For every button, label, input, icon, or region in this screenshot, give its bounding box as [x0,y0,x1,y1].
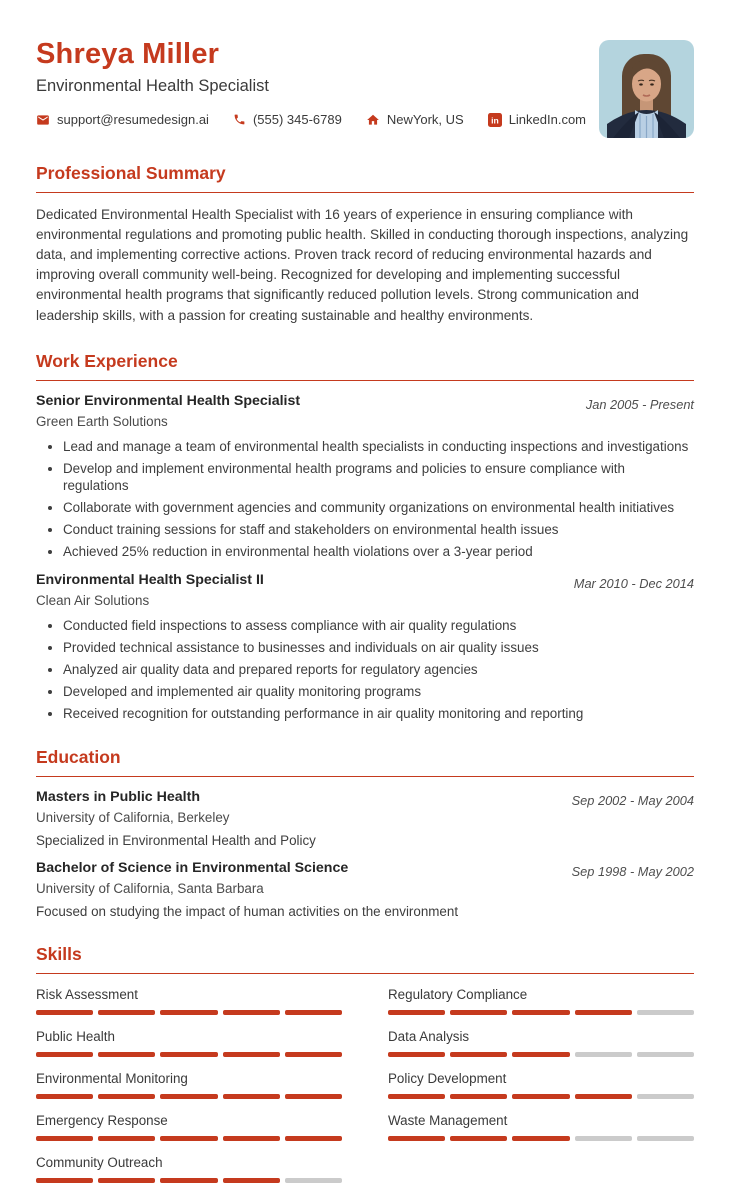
skill-bar-segment-filled [223,1178,280,1183]
skill-bar-segment-empty [575,1136,632,1141]
skills-grid [36,987,694,1197]
degree-note: Focused on studying the impact of human activities on the environment [36,904,459,920]
job-list [36,393,694,723]
degree-title: Bachelor of Science in Environmental Science [36,860,349,877]
skill-item [388,1071,694,1099]
skill-name: Community Outreach [36,1155,163,1171]
job-bullet: • Conduct training sessions for staff and stakeholders on environmental health issues [63,521,694,538]
skill-bar-segment-filled [388,1094,445,1099]
degree-title: Masters in Public Health [36,789,200,806]
degree-list [36,789,694,919]
skill-level-bar [36,1052,342,1057]
contact-row [36,112,586,127]
skill-name: Regulatory Compliance [388,987,528,1003]
skill-bar-segment-filled [223,1052,280,1057]
skill-level-bar [388,1010,694,1015]
skill-item [36,1155,342,1183]
contact-linkedin[interactable] [488,112,586,127]
job-bullet: • Collaborate with government agencies and community organizations on environmental health initiatives [63,499,694,516]
skill-bar-segment-filled [36,1094,93,1099]
summary-text: Dedicated Environmental Health Specialist with 16 years of experience in ensuring compliance with environmental regulations and promoting public health. Skilled in conducting thorough inspections, analyzing data, and implementing corrective actions. Proven track record of reducing environmental hazards and improving overall community well-being. Recognized for developing and implementing successful environmental health programs that significantly reduced pollution levels. Strong communication and leadership skills, with a passion for creating sustainable and healthy environments. [36,207,689,323]
job-bullet-list [36,438,694,561]
section-heading: Skills [36,944,694,974]
skill-bar-segment-empty [637,1094,694,1099]
linkedin-icon [488,113,502,127]
skill-level-bar [388,1094,694,1099]
job-title: Senior Environmental Health Specialist [36,392,301,409]
skill-bar-segment-filled [512,1094,569,1099]
profile-photo [599,40,694,138]
skill-bar-segment-filled [450,1052,507,1057]
contact-text: LinkedIn.com [508,112,587,127]
resume-header [36,40,694,138]
skills-column-left [36,987,342,1197]
skill-bar-segment-filled [512,1052,569,1057]
skill-item [36,987,342,1015]
home-icon [366,113,380,127]
skill-item [36,1113,342,1141]
skill-bar-segment-filled [512,1136,569,1141]
degree-dates: Sep 2002 - May 2004 [571,793,694,809]
job-dates: Mar 2010 - Dec 2014 [573,576,694,592]
degree-entry [36,860,694,919]
email-icon [36,113,50,127]
skill-level-bar [36,1136,342,1141]
job-bullet: • Lead and manage a team of environmental health specialists in conducting inspections and investigations [63,438,694,455]
skill-bar-segment-empty [285,1178,342,1183]
skill-bar-segment-filled [160,1052,217,1057]
skill-bar-segment-empty [637,1010,694,1015]
phone-icon [233,113,246,126]
skill-bar-segment-filled [98,1052,155,1057]
job-bullet: • Received recognition for outstanding performance in air quality monitoring and reporting [63,705,694,722]
contact-location[interactable] [366,112,464,127]
job-bullet: • Analyzed air quality data and prepared reports for regulatory agencies [63,661,694,678]
email-icon [36,113,50,127]
section-skills [36,944,694,1197]
phone-icon [233,113,246,126]
skill-bar-segment-filled [575,1010,632,1015]
skill-bar-segment-filled [388,1010,445,1015]
skill-level-bar [36,1178,342,1183]
job-entry [36,393,694,561]
skill-bar-segment-filled [36,1178,93,1183]
skill-bar-segment-empty [637,1136,694,1141]
skill-bar-segment-filled [160,1010,217,1015]
skill-bar-segment-filled [223,1136,280,1141]
skill-item [36,1029,342,1057]
contact-email[interactable] [36,112,209,127]
skill-name: Data Analysis [388,1029,470,1045]
skill-bar-segment-filled [98,1178,155,1183]
header-text-block [36,40,586,127]
skill-bar-segment-filled [223,1010,280,1015]
job-bullet: • Achieved 25% reduction in environmental health violations over a 3-year period [63,543,694,560]
profile-photo-illustration [599,40,694,138]
skill-level-bar [388,1136,694,1141]
skill-item [388,1113,694,1141]
section-heading: Professional Summary [36,163,694,193]
job-bullet: • Conducted field inspections to assess compliance with air quality regulations [63,617,694,634]
job-bullet-list [36,617,694,722]
home-icon [366,113,380,127]
skill-name: Environmental Monitoring [36,1071,188,1087]
degree-school: University of California, Santa Barbara [36,881,264,897]
skill-bar-segment-filled [388,1136,445,1141]
skill-name: Emergency Response [36,1113,168,1129]
skill-bar-segment-filled [450,1136,507,1141]
skill-bar-segment-filled [98,1094,155,1099]
skill-bar-segment-filled [98,1010,155,1015]
skill-bar-segment-empty [637,1052,694,1057]
person-job-title: Environmental Health Specialist [36,77,269,95]
skill-item [388,987,694,1015]
skill-bar-segment-filled [223,1094,280,1099]
skill-item [388,1029,694,1057]
person-name: Shreya Miller [36,38,220,70]
skill-level-bar [388,1052,694,1057]
skills-column-right [388,987,694,1197]
skill-bar-segment-filled [160,1178,217,1183]
job-company: Green Earth Solutions [36,413,168,429]
skill-bar-segment-filled [285,1094,342,1099]
skill-bar-segment-filled [450,1094,507,1099]
job-entry [36,572,694,722]
section-work-experience [36,351,694,723]
skill-bar-segment-filled [36,1010,93,1015]
skill-bar-segment-filled [285,1010,342,1015]
skill-bar-segment-filled [388,1052,445,1057]
job-bullet: • Developed and implemented air quality monitoring programs [63,683,694,700]
skill-bar-segment-filled [450,1010,507,1015]
skill-bar-segment-filled [285,1136,342,1141]
linkedin-icon [488,113,502,127]
skill-name: Policy Development [388,1071,507,1087]
skill-name: Waste Management [388,1113,508,1129]
skill-bar-segment-filled [575,1094,632,1099]
degree-note: Specialized in Environmental Health and Policy [36,833,316,849]
degree-dates: Sep 1998 - May 2002 [571,864,694,880]
contact-text: NewYork, US [386,112,464,127]
section-professional-summary [36,163,694,326]
skill-bar-segment-filled [36,1136,93,1141]
skill-bar-segment-filled [160,1136,217,1141]
section-education [36,747,694,919]
degree-school: University of California, Berkeley [36,810,230,826]
skill-name: Risk Assessment [36,987,138,1003]
job-dates: Jan 2005 - Present [585,396,694,412]
skill-bar-segment-filled [98,1136,155,1141]
job-title: Environmental Health Specialist II [36,572,264,589]
skill-bar-segment-filled [36,1052,93,1057]
section-heading: Education [36,747,694,777]
svg-text:in: in [490,114,499,125]
job-bullet: • Provided technical assistance to businesses and individuals on air quality issues [63,639,694,656]
skill-bar-segment-filled [512,1010,569,1015]
skill-bar-segment-filled [160,1094,217,1099]
degree-entry [36,789,694,848]
skill-item [36,1071,342,1099]
contact-phone[interactable] [233,112,342,127]
job-company: Clean Air Solutions [36,593,150,609]
skill-level-bar [36,1010,342,1015]
skill-level-bar [36,1094,342,1099]
section-heading: Work Experience [36,351,694,381]
job-bullet: • Develop and implement environmental health programs and policies to ensure compliance with regulations [63,460,694,495]
skill-bar-segment-filled [285,1052,342,1057]
skill-name: Public Health [36,1029,115,1045]
contact-text: (555) 345-6789 [252,112,342,127]
skill-bar-segment-empty [575,1052,632,1057]
contact-text: support@resumedesign.ai [57,112,209,127]
